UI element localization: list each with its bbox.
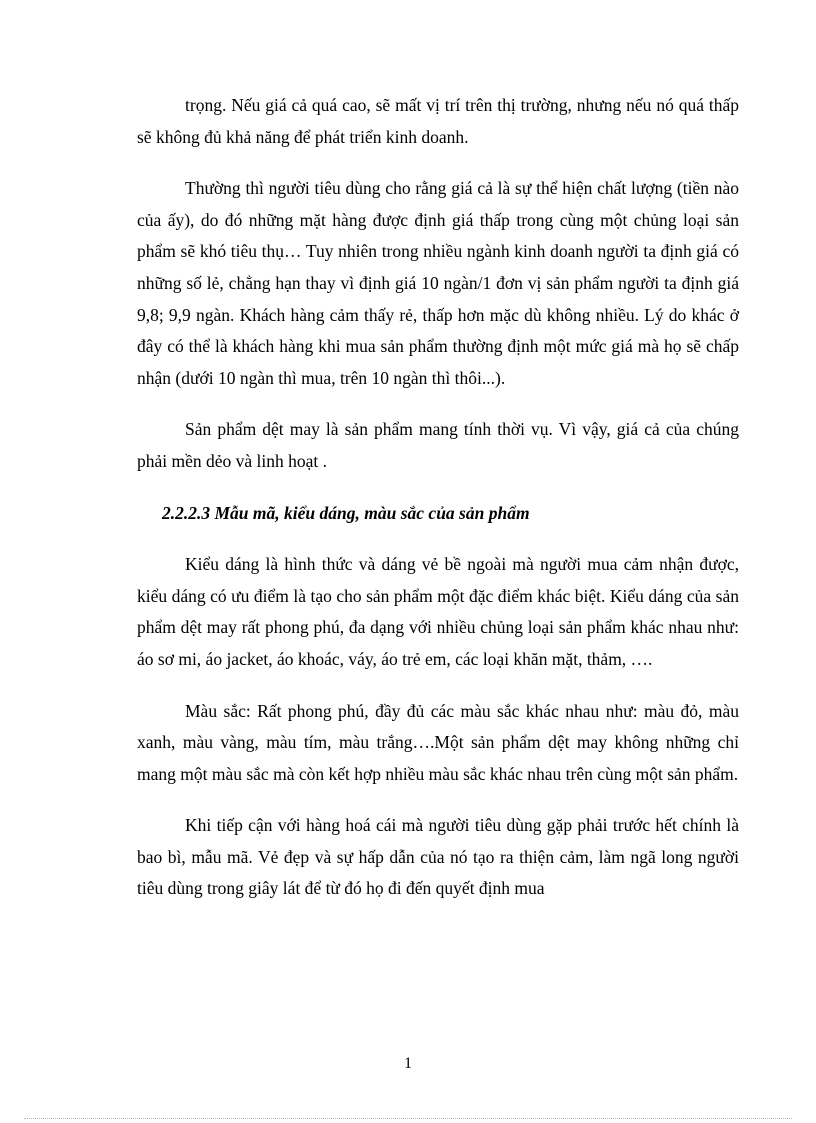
page-number: 1 xyxy=(404,1055,412,1072)
paragraph-seasonal-pricing: Sản phẩm dệt may là sản phẩm mang tính thời vụ. Vì vậy, giá cả của chúng phải mền dẻo và linh hoạt . xyxy=(137,419,739,471)
paragraph-design-style: Kiểu dáng là hình thức và dáng vẻ bề ngoài mà người mua cảm nhận được, kiểu dáng có ưu điểm là tạo cho sản phẩm một đặc điểm khác biệt. Kiểu dáng của sản phẩm dệt may rất phong phú, đa dạng với nhiều chủng loại sản phẩm khác nhau như: áo sơ mi, áo jacket, áo khoác, váy, áo trẻ em, các loại khăn mặt, thảm, …. xyxy=(137,554,739,669)
paragraph-continuation: trọng. Nếu giá cả quá cao, sẽ mất vị trí trên thị trường, nhưng nếu nó quá thấp sẽ không đủ khả năng để phát triển kinh doanh. xyxy=(137,95,739,147)
paragraph-consumer-price-perception: Thường thì người tiêu dùng cho rằng giá cả là sự thể hiện chất lượng (tiền nào của ấy), do đó những mặt hàng được định giá thấp trong cùng một chủng loại sản phẩm sẽ khó tiêu thụ… Tuy nhiên trong nhiều ngành kinh doanh người ta định giá có những số lẻ, chẳng hạn thay vì định giá 10 ngàn/1 đơn vị sản phẩm người ta định giá 9,8; 9,9 ngàn. Khách hàng cảm thấy rẻ, thấp hơn mặc dù không nhiều. Lý do khác ở đây có thể là khách hàng khi mua sản phẩm thường định một mức giá mà họ sẽ chấp nhận (dưới 10 ngàn thì mua, trên 10 ngàn thì thôi...). xyxy=(137,178,739,388)
paragraph-colors: Màu sắc: Rất phong phú, đầy đủ các màu sắc khác nhau như: màu đỏ, màu xanh, màu vàng, màu tím, màu trắng….Một sản phẩm dệt may không những chỉ mang một màu sắc mà còn kết hợp nhiều màu sắc khác nhau trên cùng một sản phẩm. xyxy=(137,700,739,784)
section-heading: 2.2.2.3 Mẫu mã, kiểu dáng, màu sắc của sản phẩm xyxy=(162,502,530,523)
paragraph-packaging: Khi tiếp cận với hàng hoá cái mà người tiêu dùng gặp phải trước hết chính là bao bì, mẫu mã. Vẻ đẹp và sự hấp dẫn của nó tạo ra thiện cảm, làm ngã long người tiêu dùng trong giây lát để từ đó họ đi đến quyết định mua xyxy=(137,815,739,899)
document-body xyxy=(137,90,739,925)
page-bottom-divider xyxy=(24,1118,792,1119)
